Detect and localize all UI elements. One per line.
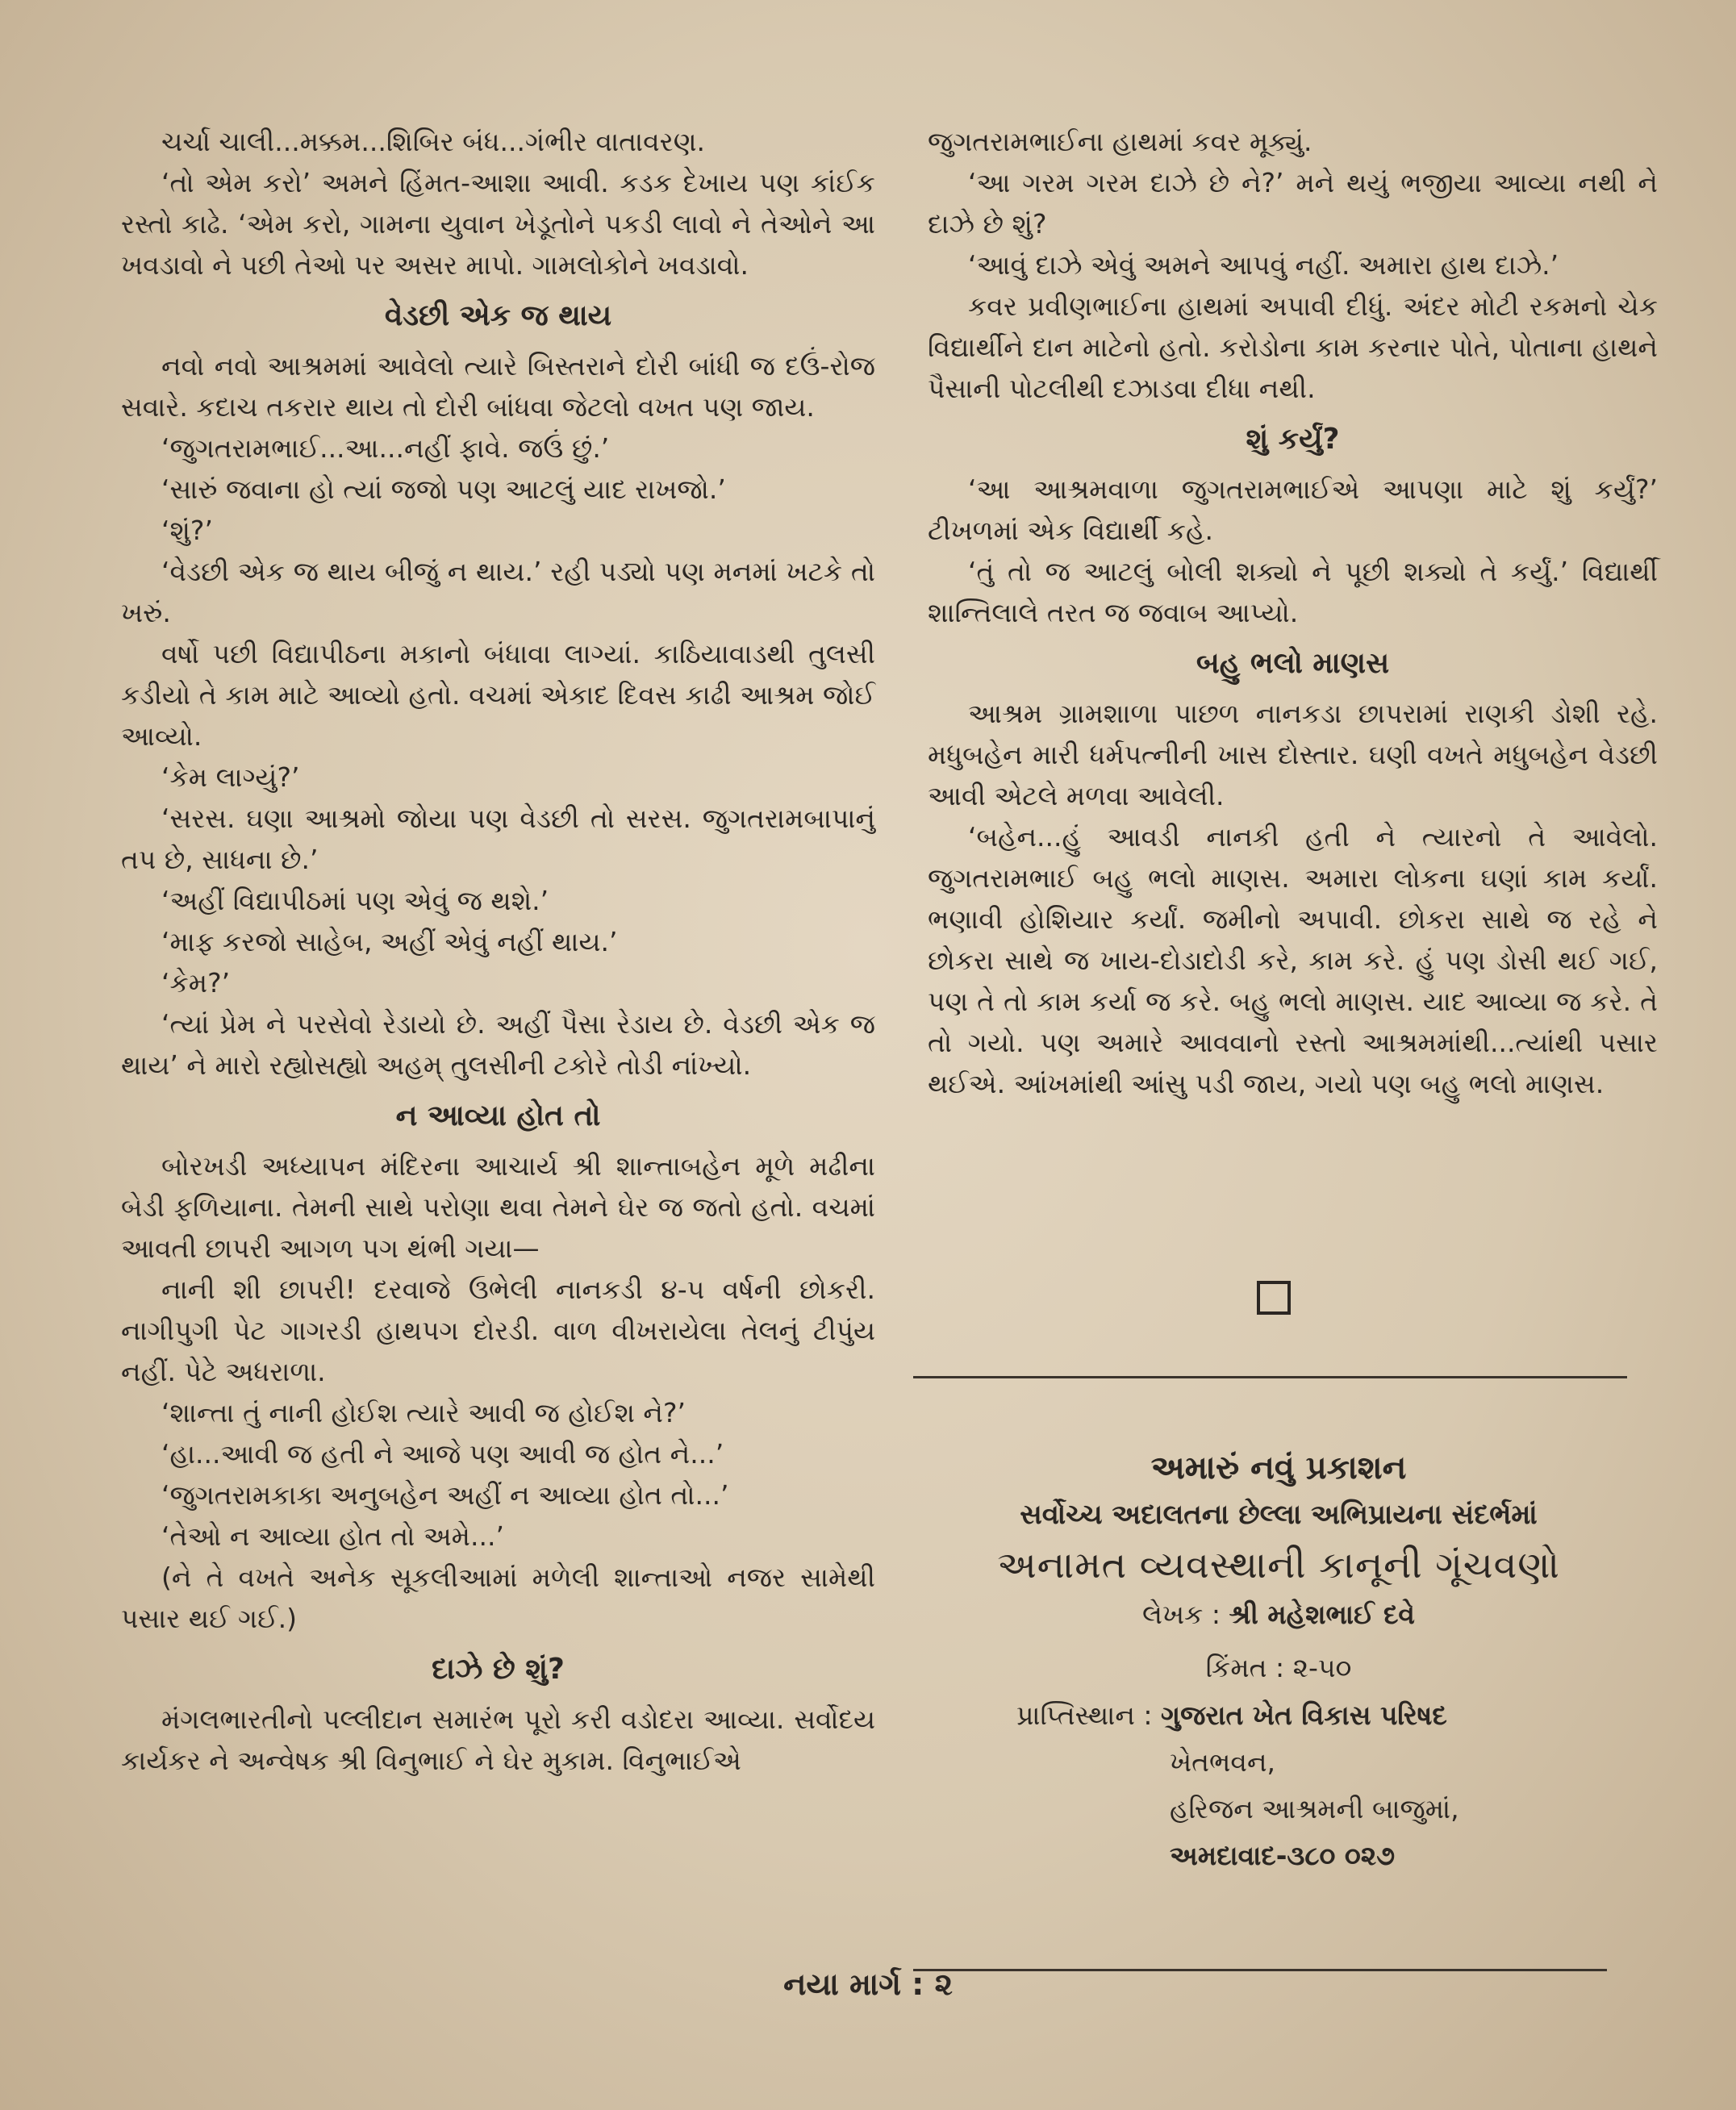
- paragraph: વર્ષો પછી વિદ્યાપીઠના મકાનો બંધાવા લાગ્યાં. કાઠિયાવાડથી તુલસી કડીયો તે કામ માટે આવ્યો હતો. વચમાં એકાદ દિવસ કાઢી આશ્રમ જોઈ આવ્યો.: [121, 638, 875, 752]
- advert-heading: અમારું નવું પ્રકાશન: [1150, 1449, 1407, 1487]
- address-line: અમદાવાદ-૩૮૦ ૦૨૭: [1170, 1840, 1396, 1871]
- dialogue-line: ‘સારું જવાના હો ત્યાં જજો પણ આટલું યાદ રાખજો.’: [161, 473, 726, 505]
- dialogue-line: ‘અહીં વિદ્યાપીઠમાં પણ એવું જ થશે.’: [161, 885, 549, 916]
- dialogue-line: ‘આ ગરમ ગરમ દાઝે છે ને?’ મને થયું ભજીયા આવ્યા નથી ને દાઝે છે શું?: [928, 167, 1658, 240]
- dialogue-line: ‘તું તો જ આટલું બોલી શક્યો ને પૂછી શક્યો તે કર્યું.’ વિદ્યાર્થી શાન્તિલાલે તરત જ જવાબ આપ્યો.: [928, 556, 1658, 628]
- page-footer: નયા માર્ગ : ૨: [783, 1966, 953, 2002]
- dialogue-line: ‘તેઓ ન આવ્યા હોત તો અમે...’: [161, 1520, 504, 1552]
- divider-rule: [913, 1376, 1627, 1378]
- paragraph: નવો નવો આશ્રમમાં આવેલો ત્યારે બિસ્તરાને દોરી બાંધી જ દઉં-રોજ સવારે. કદાચ તકરાર થાય તો દોરી બાંધવા જેટલો વખત પણ જાય.: [121, 350, 875, 423]
- paragraph: જુગતરામભાઈના હાથમાં કવર મૂક્યું.: [928, 126, 1312, 157]
- dialogue-line: ‘ત્યાં પ્રેમ ને પરસેવો રેડાયો છે. અહીં પૈસા રેડાય છે. વેડછી એક જ થાય’ ને મારો રહ્યોસહ્યો અહમ્ તુલસીની ટકોરે તોડી નાંખ્યો.: [121, 1008, 875, 1081]
- advert-subtitle: સર્વોચ્ચ અદાલતના છેલ્લા અભિપ્રાયના સંદર્ભમાં: [1020, 1499, 1538, 1531]
- paragraph: ‘તો એમ કરો’ અમને હિંમત-આશા આવી. કડક દેખાય પણ કાંઈક રસ્તો કાઢે. ‘એમ કરો, ગામના યુવાન ખેડૂતોને પકડી લાવો ને તેઓને આ ખવડાવો ને પછી તેઓ પર અસર માપો. ગામલોકોને ખવડાવો.: [121, 167, 875, 281]
- dialogue-line: ‘આ આશ્રમવાળા જુગતરામભાઈએ આપણા માટે શું કર્યું?’ ટીખળમાં એક વિદ્યાર્થી કહે.: [928, 473, 1658, 546]
- right-column: [928, 121, 1658, 1104]
- dialogue-line: ‘જુગતરામકાકા અનુબહેન અહીં ન આવ્યા હોત તો...’: [161, 1479, 729, 1511]
- dialogue-line: ‘શું?’: [161, 515, 213, 546]
- dialogue-line: ‘બહેન...હું આવડી નાનકી હતી ને ત્યારનો તે આવેલો. જુગતરામભાઈ બહુ ભલો માણસ. અમારા લોકના ઘણાં કામ કર્યાં. ભણાવી હોશિયાર કર્યાં. જમીનો અપાવી. છોકરા સાથે જ રહે ને છોકરા સાથે જ ખાય-દોડાદોડી કરે, કામ કરે. હું પણ ડોસી થઈ ગઈ, પણ તે તો કામ કર્યા જ કરે. બહુ ભલો માણસ. યાદ આવ્યા જ કરે. તે તો ગયો. પણ અમારે આવવાનો રસ્તો આશ્રમમાંથી...ત્યાંથી પસાર થઈએ. આંખમાંથી આંસુ પડી જાય, ગયો પણ બહુ ભલો માણસ.: [928, 821, 1658, 1099]
- availability-label: પ્રાપ્તિસ્થાન :: [1016, 1699, 1153, 1731]
- section-heading: બહુ ભલો માણસ: [1196, 647, 1390, 680]
- paragraph: નાની શી છાપરી! દરવાજે ઉભેલી નાનકડી ૪-૫ વર્ષની છોકરી. નાગીપુગી પેટ ગાગરડી હાથપગ દોરડી. વાળ વીખરાયેલા તેલનું ટીપુંય નહીં. પેટે અધરાળા.: [121, 1274, 875, 1387]
- end-of-article-square-icon: [1257, 1281, 1291, 1315]
- paragraph: આશ્રમ ગ્રામશાળા પાછળ નાનકડા છાપરામાં રાણકી ડોશી રહે. મધુબહેન મારી ધર્મપત્નીની ખાસ દોસ્તાર. ઘણી વખતે મધુબહેન વેડછી આવી એટલે મળવા આવેલી.: [928, 698, 1658, 811]
- paragraph: મંગલભારતીનો પલ્લીદાન સમારંભ પૂરો કરી વડોદરા આવ્યા. સર્વોદય કાર્યકર ને અન્વેષક શ્રી વિનુભાઈ ને ઘેર મુકામ. વિનુભાઈએ: [121, 1703, 875, 1776]
- availability-org: ગુજરાત ખેત વિકાસ પરિષદ: [1161, 1699, 1447, 1731]
- left-column: [121, 121, 875, 1781]
- section-heading: વેડછી એક જ થાય: [384, 299, 612, 332]
- author-label: લેખક :: [1142, 1599, 1221, 1630]
- dialogue-line: ‘કેમ?’: [161, 967, 231, 999]
- dialogue-line: ‘સરસ. ઘણા આશ્રમો જોયા પણ વેડછી તો સરસ. જુગતરામબાપાનું તપ છે, સાધના છે.’: [121, 803, 875, 875]
- availability-line: [928, 1692, 1630, 1739]
- dialogue-line: ‘વેડછી એક જ થાય બીજું ન થાય.’ રહી પડ્યો પણ મનમાં ખટકે તો ખરું.: [121, 556, 875, 628]
- paragraph: બોરખડી અધ્યાપન મંદિરના આચાર્ય શ્રી શાન્તાબહેન મૂળે મઢીના બેડી ફળિયાના. તેમની સાથે પરોણા થવા તેમને ઘેર જ જતો હતો. વચમાં આવતી છાપરી આગળ પગ થંભી ગયા—: [121, 1150, 875, 1264]
- dialogue-line: ‘શાન્તા તું નાની હોઈશ ત્યારે આવી જ હોઈશ ને?’: [161, 1397, 686, 1428]
- address-line: ખેતભવન,: [1170, 1746, 1276, 1778]
- section-heading: ન આવ્યા હોત તો: [395, 1099, 601, 1132]
- book-title: અનામત વ્યવસ્થાની કાનૂની ગૂંચવણો: [997, 1543, 1560, 1587]
- paragraph: કવર પ્રવીણભાઈના હાથમાં અપાવી દીધું. અંદર મોટી રકમનો ચેક વિદ્યાર્થીને દાન માટેનો હતો. કરોડોના કામ કરનાર પોતે, પોતાના હાથને પૈસાની પોટલીથી દઝાડવા દીધા નથી.: [928, 290, 1658, 404]
- dialogue-line: ‘આવું દાઝે એવું અમને આપવું નહીં. અમારા હાથ દાઝે.’: [968, 249, 1559, 281]
- section-heading: દાઝે છે શું?: [432, 1653, 565, 1686]
- paragraph: ચર્ચા ચાલી...મક્કમ...શિબિર બંધ...ગંભીર વાતાવરણ.: [161, 126, 706, 157]
- price-line: કિંમત : ૨-૫૦: [1205, 1652, 1352, 1683]
- dialogue-line: ‘હા...આવી જ હતી ને આજે પણ આવી જ હોત ને...’: [161, 1438, 724, 1470]
- address-line: હરિજન આશ્રમની બાજુમાં,: [1170, 1793, 1459, 1824]
- dialogue-line: ‘કેમ લાગ્યું?’: [161, 761, 300, 793]
- publication-advert: [928, 1444, 1630, 1879]
- dialogue-line: ‘જુગતરામભાઈ...આ...નહીં ફાવે. જઉં છું.’: [161, 432, 610, 464]
- dialogue-line: (ને તે વખતે અનેક સૂકલીઆમાં મળેલી શાન્તાઓ નજર સામેથી પસાર થઈ ગઈ.): [121, 1562, 875, 1634]
- author-line: [928, 1592, 1630, 1637]
- section-heading: શું કર્યું?: [1246, 423, 1340, 456]
- author-name: શ્રી મહેશભાઈ દવે: [1229, 1599, 1415, 1630]
- dialogue-line: ‘માફ કરજો સાહેબ, અહીં એવું નહીં થાય.’: [161, 926, 618, 957]
